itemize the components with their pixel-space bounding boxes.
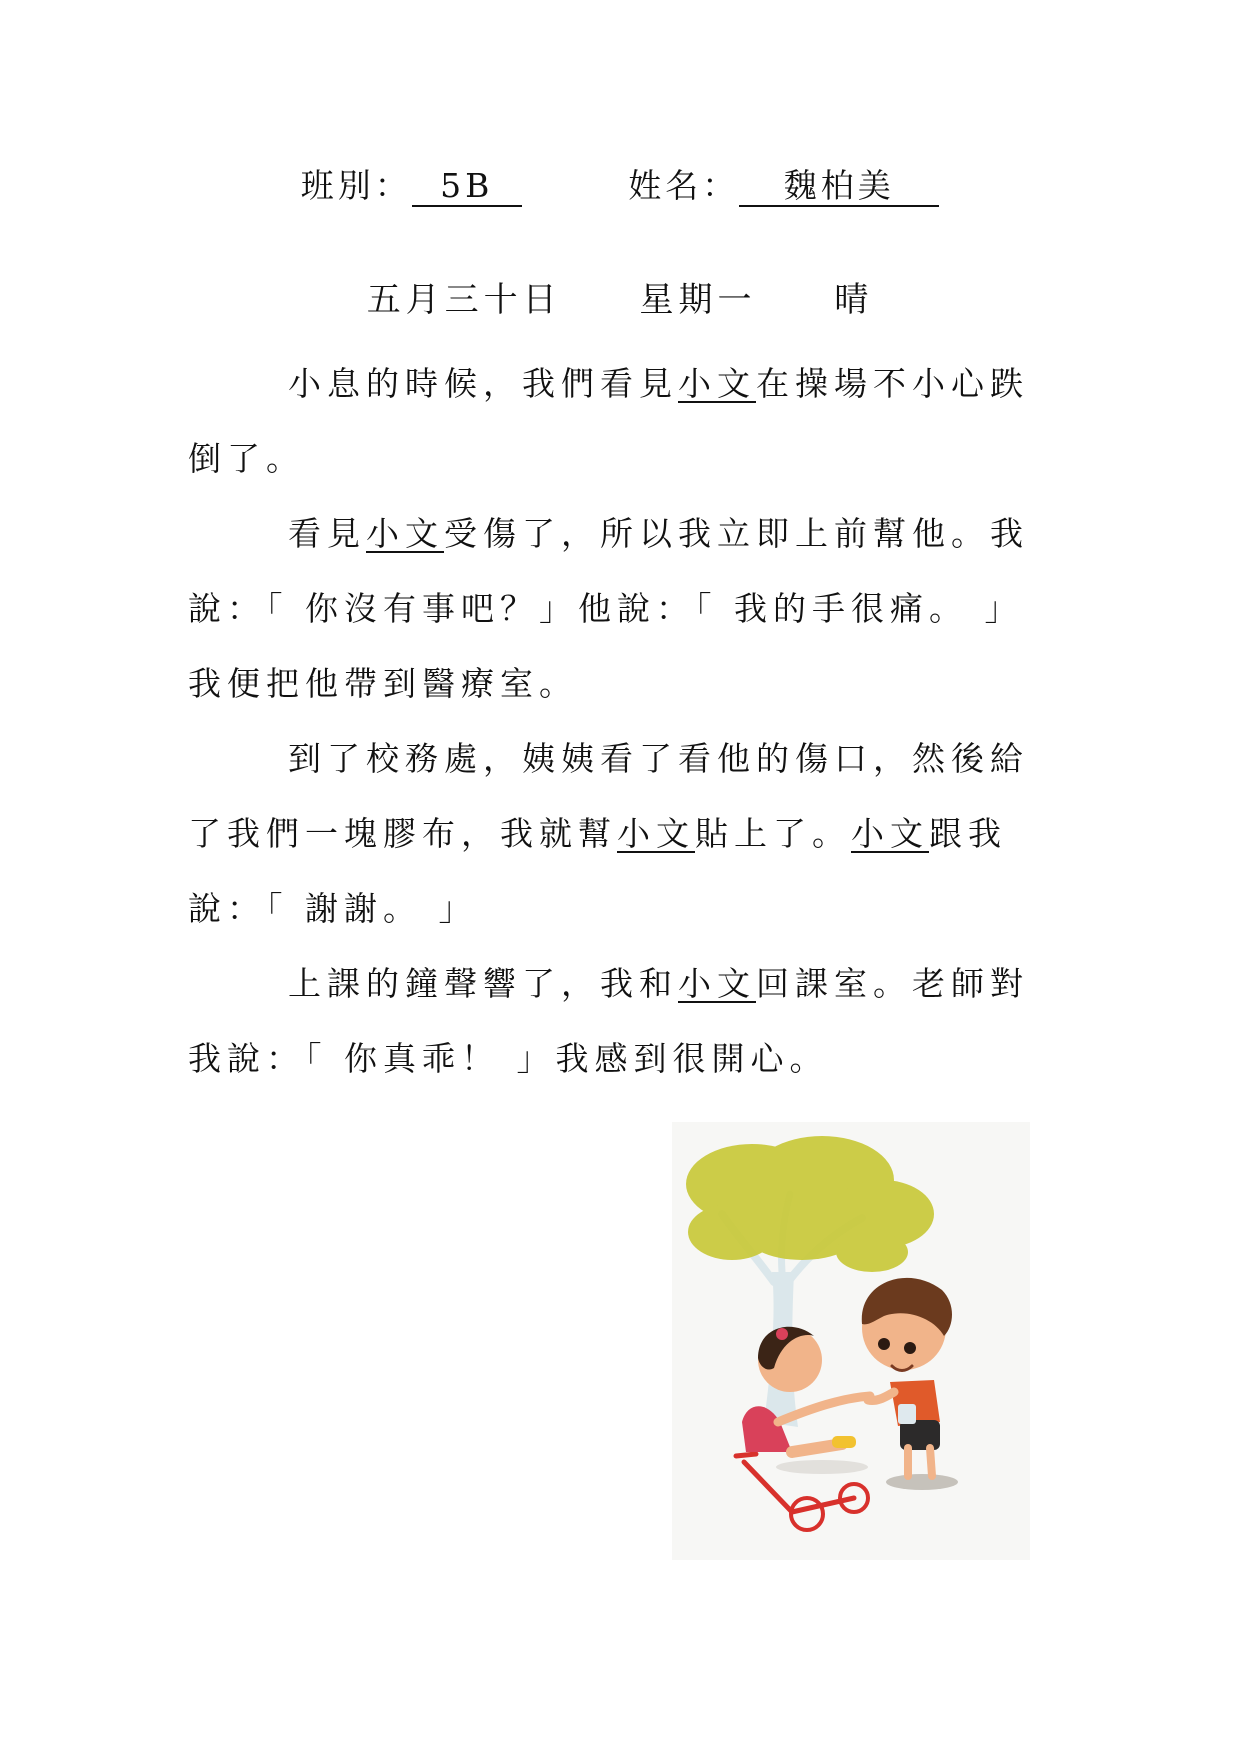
date-text: 五月三十日 — [366, 280, 562, 320]
paragraph-text: 上課的鐘聲響了，我和 — [288, 964, 678, 1003]
class-label: 班別： — [300, 166, 412, 205]
paragraph-2 — [188, 496, 1048, 721]
paragraph-3 — [188, 721, 1048, 946]
proper-name: 小文 — [851, 814, 929, 853]
girl-figure — [742, 1327, 870, 1452]
tree-foliage — [686, 1136, 934, 1272]
proper-name: 小文 — [678, 364, 756, 403]
name-field — [628, 160, 939, 207]
paragraph-text: 在操場不小心跌倒了。 — [188, 364, 1029, 478]
header-line — [0, 160, 1240, 207]
boy-figure — [862, 1278, 952, 1476]
diary-body — [188, 346, 1048, 1096]
paragraph-text: 貼上了。 — [695, 814, 851, 853]
illustration-svg — [672, 1122, 1030, 1560]
proper-name: 小文 — [678, 964, 756, 1003]
ground-shadow — [886, 1474, 958, 1490]
weekday-text: 星期一 — [639, 280, 757, 320]
paragraph-4 — [188, 946, 1048, 1096]
proper-name: 小文 — [366, 514, 444, 553]
paragraph-text: 看見 — [288, 514, 366, 553]
date-line — [0, 272, 1240, 321]
illustration-helping-friend — [672, 1122, 1030, 1560]
name-value: 魏柏美 — [739, 167, 939, 207]
proper-name: 小文 — [617, 814, 695, 853]
paragraph-text: 回課室。老師對我說：「 你真乖！ 」我感到很開心。 — [188, 964, 1029, 1078]
paragraph-text: 受傷了，所以我立即上前幫他。我說：「 你沒有事吧？」他說：「 我的手很痛。 」我便把他帶到醫療室。 — [188, 514, 1029, 703]
class-value: 5B — [412, 167, 522, 207]
weather-text: 晴 — [834, 280, 874, 320]
paragraph-text: 跟我說：「 謝謝。 」 — [188, 814, 1007, 928]
name-label: 姓名： — [628, 166, 740, 205]
class-field — [301, 160, 522, 207]
ground-shadow — [776, 1460, 868, 1474]
paragraph-text: 到了校務處，姨姨看了看他的傷口，然後給了我們一塊膠布，我就幫 — [188, 739, 1029, 853]
paragraph-1 — [188, 346, 1048, 496]
paragraph-text: 小息的時候，我們看見 — [288, 364, 678, 403]
